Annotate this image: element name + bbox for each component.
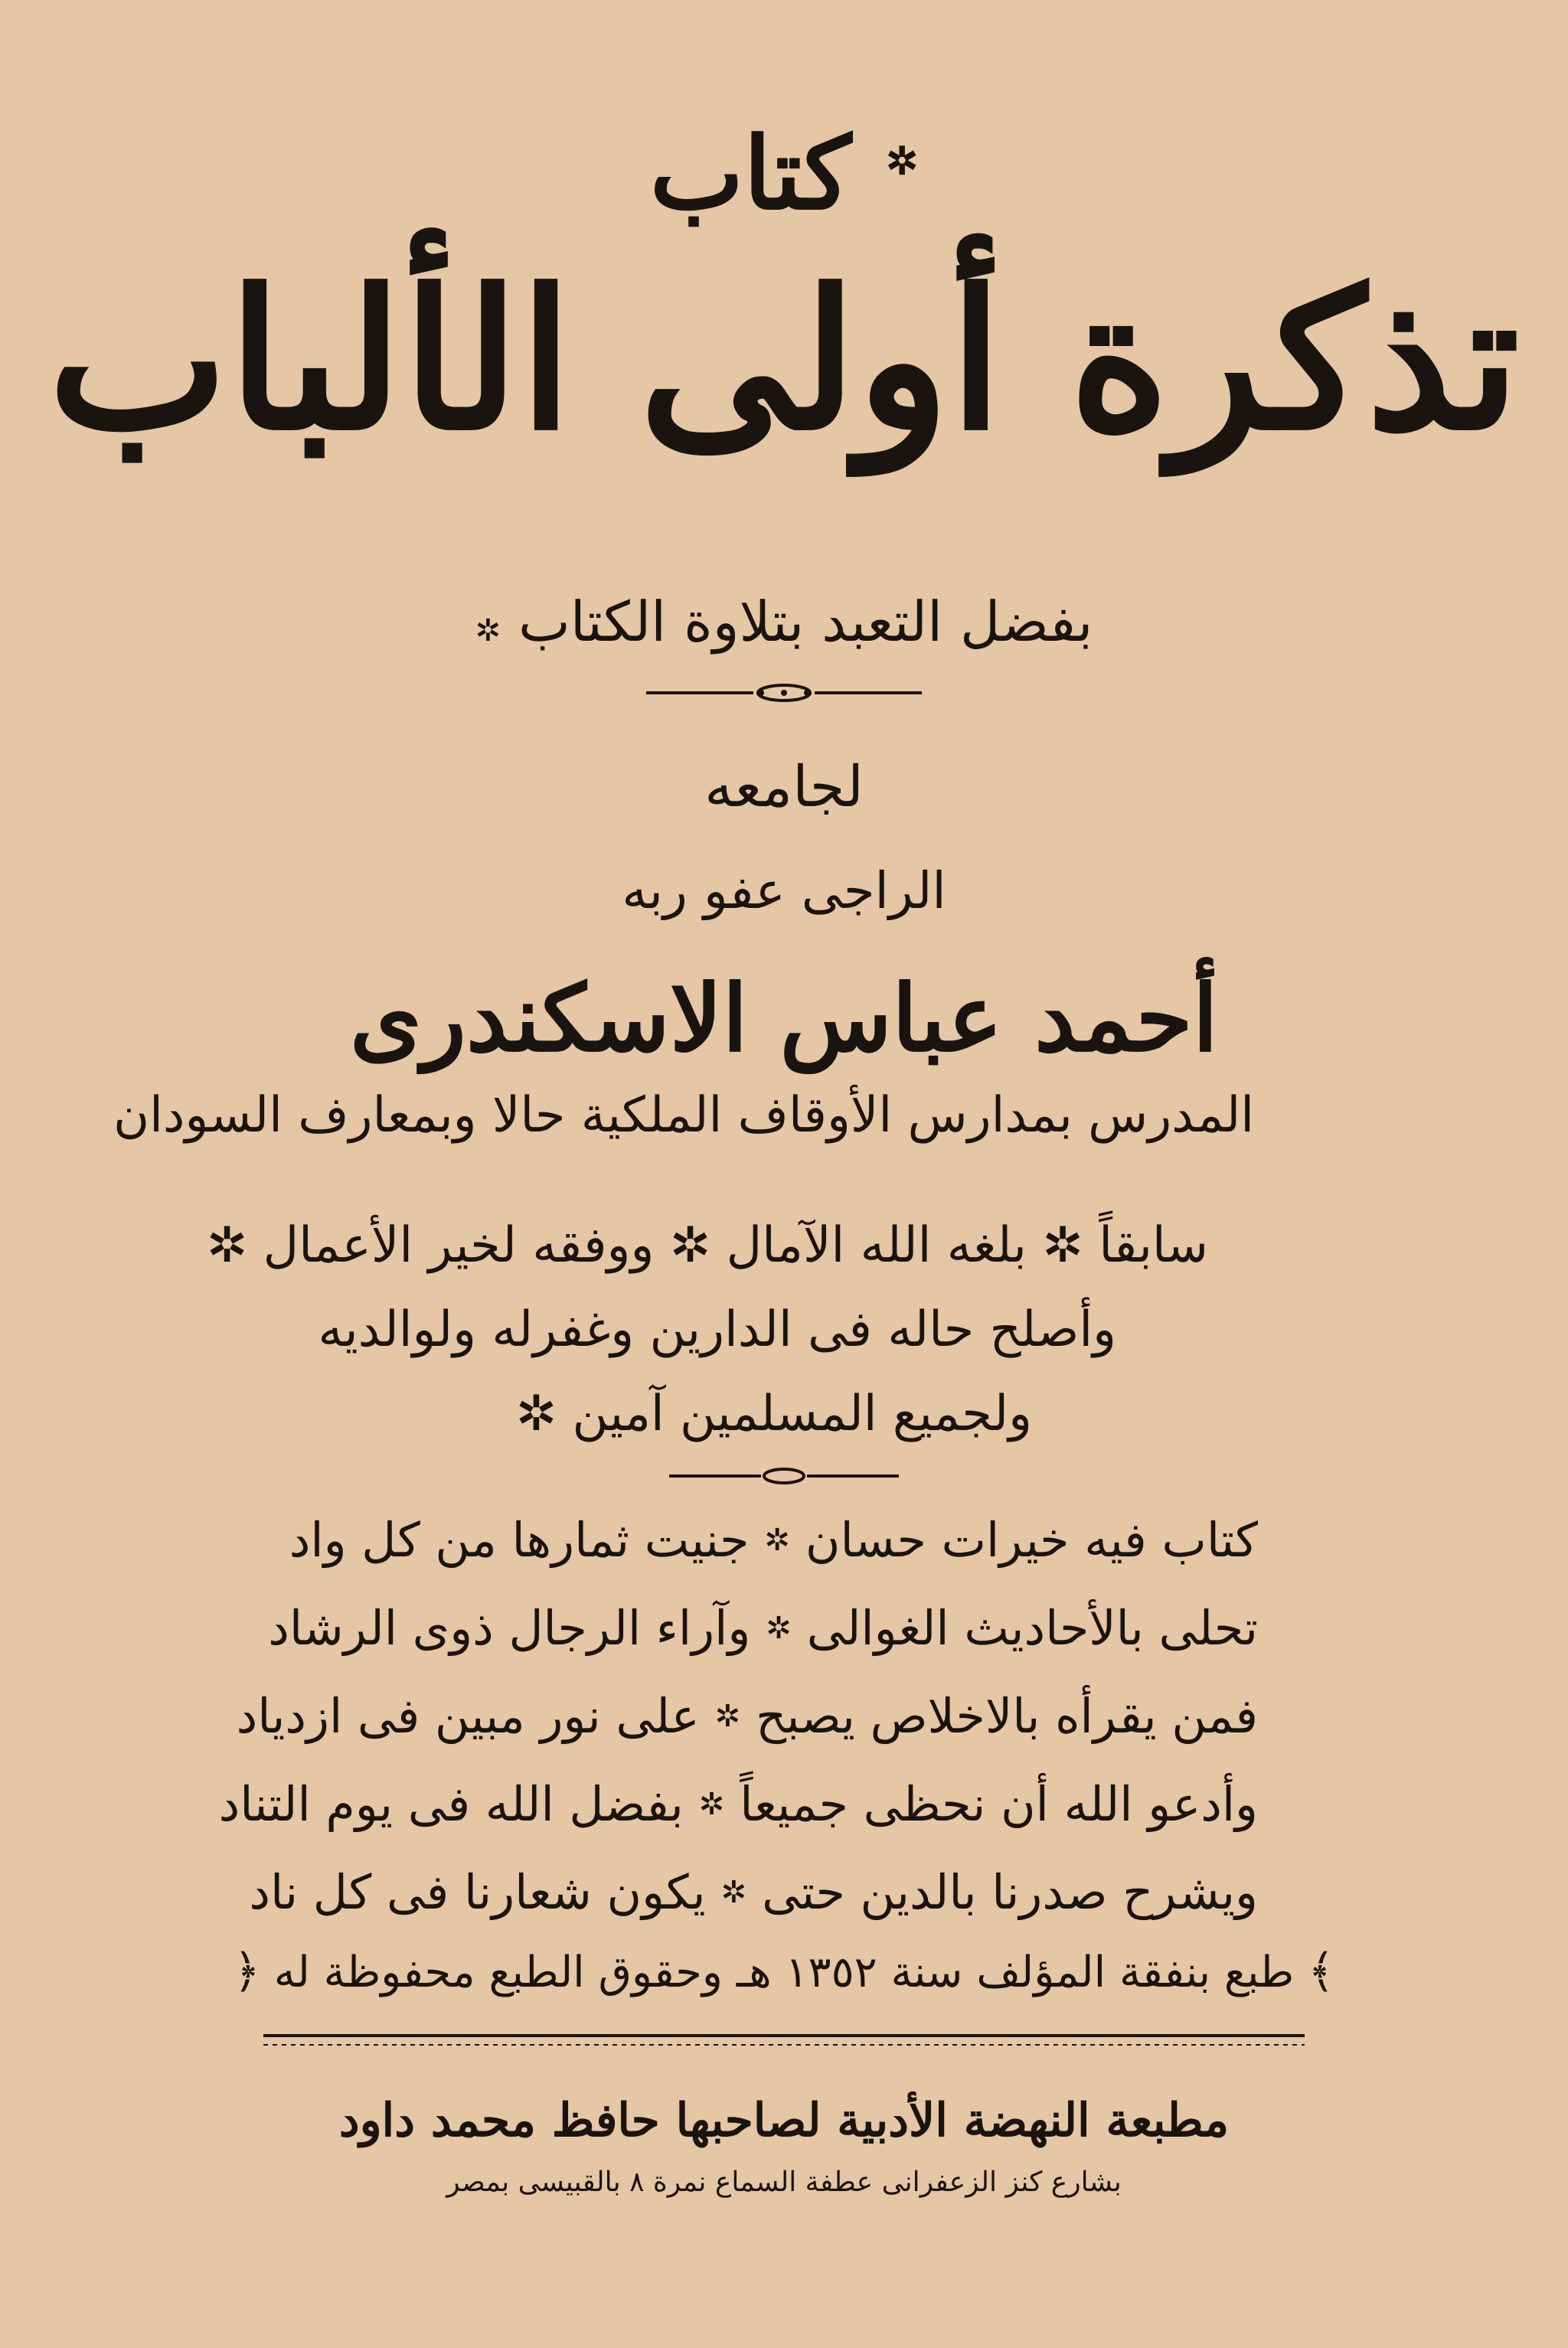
collector-label: لجامعه <box>704 754 864 820</box>
book-word: ✲ كتاب <box>649 115 919 232</box>
verse-first-hemistich: وأدعو الله أن نحظى جميعاً <box>740 1776 1258 1832</box>
star-separator-icon: ✲ <box>766 1610 792 1646</box>
double-rule-icon <box>263 2033 1305 2048</box>
star-ornament-icon: ✲ <box>475 613 501 648</box>
double-rule <box>0 2033 1568 2048</box>
verse-second-hemistich: على نور مبين فى ازدياد <box>236 1688 700 1744</box>
verse-second-hemistich: بفضل الله فى يوم التناد <box>218 1776 684 1832</box>
verse-line <box>289 1512 1258 1568</box>
star-separator-icon: ✲ <box>714 1698 741 1734</box>
ornamental-bracket-icon: ﴿ <box>233 1945 260 1998</box>
verse-first-hemistich: تحلى بالأحاديث الغوالى <box>806 1600 1258 1656</box>
verse-second-hemistich: يكون شعارنا فى كل ناد <box>249 1864 706 1920</box>
verse-first-hemistich: ويشرح صدرنا بالدين حتى <box>762 1864 1258 1920</box>
print-note: ﴾ طبع بنفقة المؤلف سنة ١٣٥٢ هـ وحقوق الطبع محفوظة له ﴿ <box>233 1945 1335 1998</box>
ornamental-divider-icon <box>646 681 922 704</box>
book-title: تذكرة أولى الألباب <box>47 247 1521 472</box>
star-separator-icon: ✲ <box>698 1786 725 1822</box>
star-separator-icon: ✲ <box>764 1522 790 1558</box>
verse-first-hemistich: فمن يقرأه بالاخلاص يصبح <box>756 1688 1258 1744</box>
press-name: مطبعة النهضة الأدبية لصاحبها حافظ محمد داود <box>338 2094 1230 2147</box>
verse-line <box>249 1864 1258 1920</box>
star-separator-icon: ✲ <box>720 1874 747 1910</box>
ornamental-bracket-icon: ﴾ <box>1308 1945 1335 1998</box>
verse-second-hemistich: جنيت ثمارها من كل واد <box>289 1512 750 1568</box>
description-line: المدرس بمدارس الأوقاف الملكية حالا وبمعارف السودان <box>113 1087 1254 1144</box>
verse-first-hemistich: كتاب فيه خيرات حسان <box>805 1512 1258 1568</box>
description-line: ولجميع المسلمين آمين ✲ <box>515 1386 1032 1442</box>
verse-second-hemistich: وآراء الرجال ذوى الرشاد <box>268 1600 751 1656</box>
ornamental-divider-icon <box>669 1466 899 1486</box>
description-line: سابقاً ✲ بلغه الله الآمال ✲ ووفقه لخير الأعمال ✲ <box>206 1217 1208 1274</box>
verse-line <box>218 1776 1258 1832</box>
verse-line <box>236 1688 1258 1744</box>
description-line: وأصلح حاله فى الدارين وغفرله ولوالديه <box>318 1301 1116 1358</box>
book-subtitle: بفضل التعبد بتلاوة الكتاب ✲ <box>475 589 1093 654</box>
hoping-label: الراجى عفو ربه <box>622 861 946 920</box>
star-ornament-icon: ✲ <box>886 138 919 184</box>
ornamental-divider <box>0 1466 1568 1486</box>
verse-line <box>268 1600 1258 1656</box>
ornamental-divider <box>0 681 1568 704</box>
author-name: أحمد عباس الاسكندرى <box>350 965 1218 1073</box>
press-address: بشارع كنز الزعفرانى عطفة السماع نمرة ٨ بالقبيسى بمصر <box>446 2167 1122 2198</box>
